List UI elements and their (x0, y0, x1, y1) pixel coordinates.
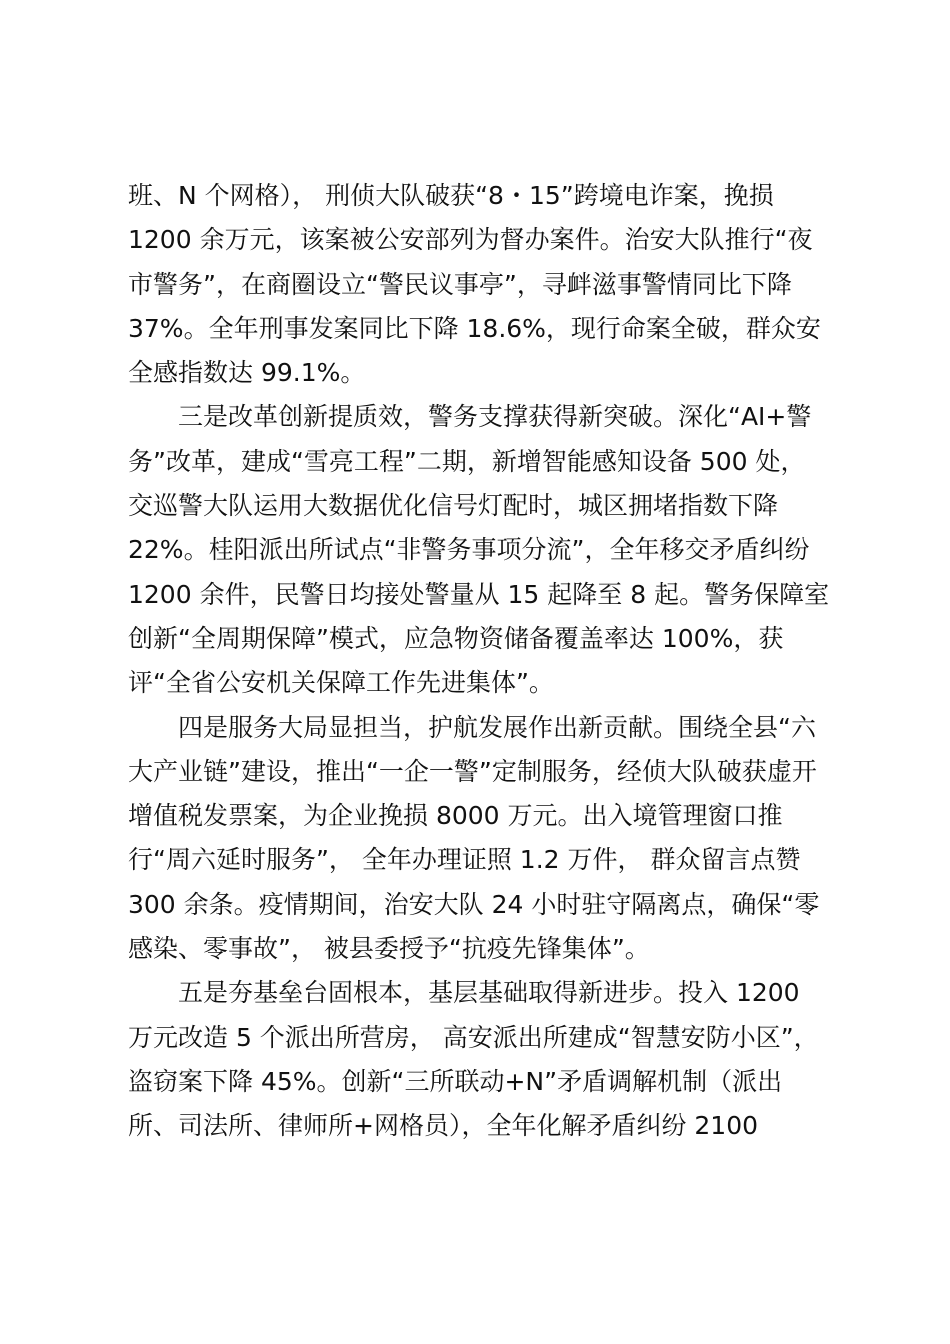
text-line: 务”改革，建成“雪亮工程”二期，新增智能感知设备 500 处， (128, 446, 806, 476)
paragraph-start-line: 五是夯基垒台固根本，基层基础取得新进步。投入 1200 (178, 978, 800, 1008)
text-line: 22%。桂阳派出所试点“非警务事项分流”，全年移交矛盾纠纷 (128, 535, 810, 565)
text-line: 班、N 个网格）， 刑侦大队破获“8・15”跨境电诈案，挽损 (128, 181, 774, 210)
text-line: 盗窃案下降 45%。创新“三所联动+N”矛盾调解机制（派出 (128, 1066, 783, 1096)
text-line: 创新“全周期保障”模式，应急物资储备覆盖率达 100%，获 (128, 623, 784, 653)
text-line: 1200 余件，民警日均接处警量从 15 起降至 8 起。警务保障室 (128, 579, 830, 609)
text-line: 评“全省公安机关保障工作先进集体”。 (128, 668, 554, 698)
text-line: 增值税发票案，为企业挽损 8000 万元。出入境管理窗口推 (128, 801, 783, 831)
paragraph-start-line: 三是改革创新提质效，警务支撑获得新突破。深化“AI+警 (178, 402, 812, 432)
text-line: 全感指数达 99.1%。 (128, 358, 366, 388)
text-line: 所、司法所、律师所+网格员），全年化解矛盾纠纷 2100 (128, 1111, 759, 1141)
text-line: 1200 余万元，该案被公安部列为督办案件。治安大队推行“夜 (128, 225, 813, 255)
text-line: 万元改造 5 个派出所营房， 高安派出所建成“智慧安防小区”， (128, 1022, 819, 1052)
text-line: 行“周六延时服务”， 全年办理证照 1.2 万件， 群众留言点赞 (128, 845, 801, 875)
text-line: 37%。全年刑事发案同比下降 18.6%，现行命案全破，群众安 (128, 313, 821, 343)
text-line: 大产业链”建设，推出“一企一警”定制服务，经侦大队破获虚开 (128, 756, 817, 786)
text-line: 市警务”，在商圈设立“警民议事亭”，寻衅滋事警情同比下降 (128, 269, 792, 299)
body-text (128, 174, 836, 1149)
text-line: 300 余条。疫情期间，治安大队 24 小时驻守隔离点，确保“零 (128, 889, 820, 919)
text-line: 感染、零事故”， 被县委授予“抗疫先锋集体”。 (128, 934, 650, 964)
text-line: 交巡警大队运用大数据优化信号灯配时，城区拥堵指数下降 (128, 491, 779, 521)
paragraph-start-line: 四是服务大局显担当，护航发展作出新贡献。围绕全县“六 (178, 712, 816, 742)
